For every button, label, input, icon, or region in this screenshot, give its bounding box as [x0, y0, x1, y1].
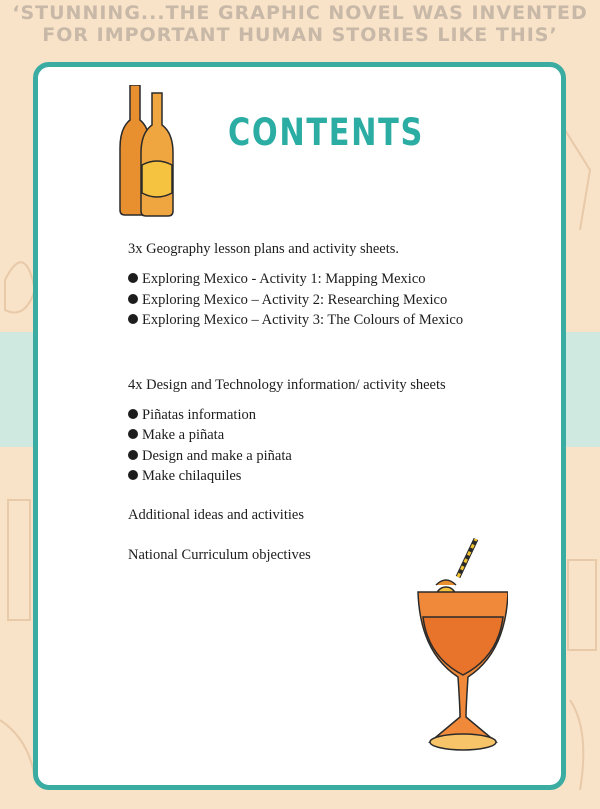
list-item: Exploring Mexico - Activity 1: Mapping Mexico	[128, 269, 548, 290]
bullet-icon	[128, 429, 138, 439]
contents-list	[128, 239, 548, 579]
bullet-icon	[128, 294, 138, 304]
page-title: CONTENTS	[228, 111, 424, 154]
geography-list	[128, 269, 548, 331]
list-item: Exploring Mexico – Activity 3: The Colours of Mexico	[128, 310, 548, 331]
bullet-icon	[128, 470, 138, 480]
list-item: Piñatas information	[128, 405, 548, 426]
design-list	[128, 405, 548, 487]
additional-ideas: Additional ideas and activities	[128, 506, 304, 523]
section-heading-geography: 3x Geography lesson plans and activity sheets.	[128, 241, 400, 257]
list-item: Make a piñata	[128, 425, 548, 446]
contents-card	[33, 62, 566, 790]
section-heading-design: 4x Design and Technology information/ activity sheets	[128, 376, 446, 393]
cover-quote: ‘STUNNING...THE GRAPHIC NOVEL WAS INVENTED FOR IMPORTANT HUMAN STORIES LIKE THIS’	[12, 2, 588, 46]
bullet-icon	[128, 314, 138, 324]
bullet-icon	[128, 273, 138, 283]
list-item: Make chilaquiles	[128, 466, 548, 487]
curriculum-objectives: National Curriculum objectives	[128, 546, 311, 563]
smoothie-glass-icon	[398, 537, 508, 757]
list-item: Exploring Mexico – Activity 2: Researching Mexico	[128, 290, 548, 311]
bullet-icon	[128, 450, 138, 460]
list-item: Design and make a piñata	[128, 446, 548, 467]
beer-bottles-icon	[116, 85, 196, 220]
bullet-icon	[128, 409, 138, 419]
